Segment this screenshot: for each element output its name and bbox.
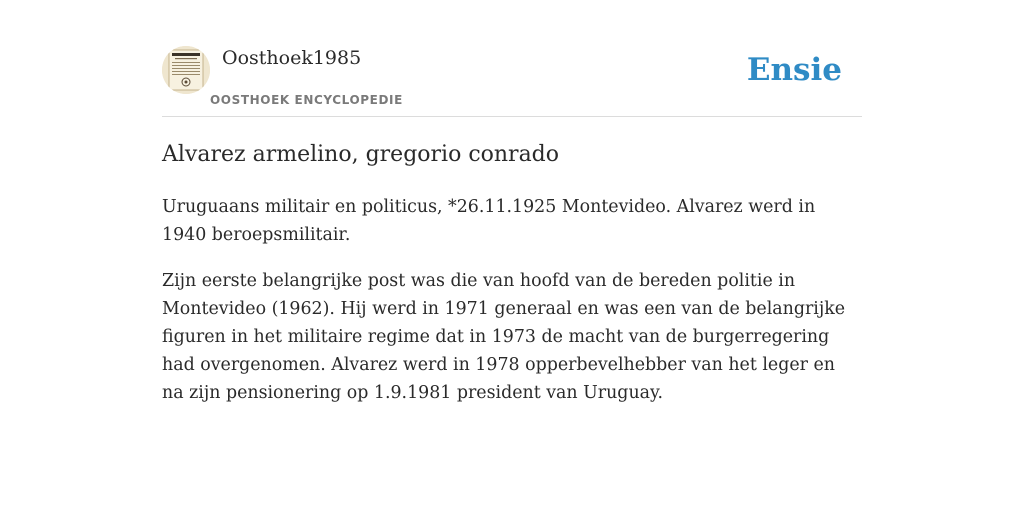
brand-logo[interactable]: Ensie: [746, 52, 842, 88]
encyclopedia-cover-icon: [162, 46, 210, 94]
article-body: [162, 193, 852, 425]
source-label[interactable]: OOSTHOEK ENCYCLOPEDIE: [210, 93, 403, 107]
article-paragraph: Zijn eerste belangrijke post was die van hoofd van de bereden politie in Montevideo (1962). Hij werd in 1971 generaal en was een van de belangrijke figuren in het militaire regime dat in 1973 de macht van de burgerregering had overgenomen. Alvarez werd in 1978 opperbevelhebber van het leger en na zijn pensionering op 1.9.1981 president van Uruguay.: [162, 271, 846, 403]
article-paragraph: Uruguaans militair en politicus, *26.11.1925 Montevideo. Alvarez werd in 1940 beroepsmilitair.: [162, 197, 816, 245]
article-title: Alvarez armelino, gregorio conrado: [162, 142, 560, 167]
avatar[interactable]: [162, 46, 210, 94]
header: [162, 44, 862, 117]
author-name[interactable]: Oosthoek1985: [222, 47, 362, 69]
